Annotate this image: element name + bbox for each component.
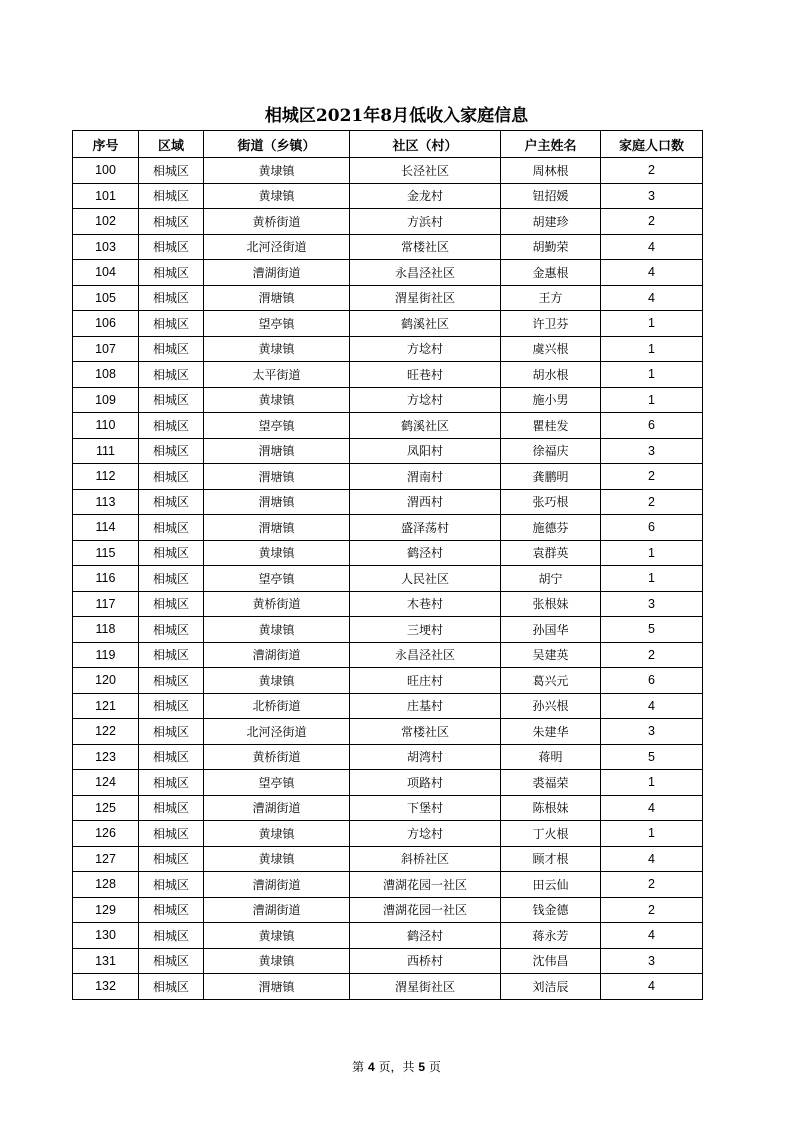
cell-serial: 131 xyxy=(73,948,139,974)
cell-serial: 123 xyxy=(73,744,139,770)
cell-district: 相城区 xyxy=(139,336,204,362)
cell-family-size: 2 xyxy=(601,897,703,923)
footer-prefix: 第 xyxy=(352,1060,368,1074)
cell-street: 黄埭镇 xyxy=(204,821,350,847)
cell-district: 相城区 xyxy=(139,285,204,311)
cell-district: 相城区 xyxy=(139,897,204,923)
cell-district: 相城区 xyxy=(139,413,204,439)
table-row xyxy=(73,617,703,643)
cell-district: 相城区 xyxy=(139,158,204,184)
cell-householder: 胡建珍 xyxy=(501,209,601,235)
cell-community: 长泾社区 xyxy=(350,158,501,184)
cell-family-size: 4 xyxy=(601,234,703,260)
cell-community: 渭南村 xyxy=(350,464,501,490)
cell-householder: 瞿桂发 xyxy=(501,413,601,439)
cell-householder: 金惠根 xyxy=(501,260,601,286)
cell-community: 方埝村 xyxy=(350,336,501,362)
table-body xyxy=(73,158,703,1000)
cell-district: 相城区 xyxy=(139,617,204,643)
cell-street: 渭塘镇 xyxy=(204,464,350,490)
cell-community: 鹤溪社区 xyxy=(350,413,501,439)
cell-street: 黄桥街道 xyxy=(204,209,350,235)
cell-serial: 120 xyxy=(73,668,139,694)
cell-district: 相城区 xyxy=(139,770,204,796)
cell-community: 漕湖花园一社区 xyxy=(350,872,501,898)
cell-serial: 106 xyxy=(73,311,139,337)
cell-district: 相城区 xyxy=(139,183,204,209)
cell-serial: 132 xyxy=(73,974,139,1000)
cell-community: 西桥村 xyxy=(350,948,501,974)
cell-community: 金龙村 xyxy=(350,183,501,209)
cell-community: 木巷村 xyxy=(350,591,501,617)
page-footer xyxy=(0,1058,793,1075)
cell-community: 渭星街社区 xyxy=(350,974,501,1000)
cell-district: 相城区 xyxy=(139,209,204,235)
cell-community: 渭西村 xyxy=(350,489,501,515)
cell-community: 鹤溪社区 xyxy=(350,311,501,337)
table-row xyxy=(73,795,703,821)
cell-householder: 蒋永芳 xyxy=(501,923,601,949)
cell-district: 相城区 xyxy=(139,795,204,821)
cell-householder: 张根妹 xyxy=(501,591,601,617)
table-row xyxy=(73,311,703,337)
cell-district: 相城区 xyxy=(139,387,204,413)
cell-street: 漕湖街道 xyxy=(204,897,350,923)
cell-street: 望亭镇 xyxy=(204,311,350,337)
cell-householder: 徐福庆 xyxy=(501,438,601,464)
cell-street: 黄埭镇 xyxy=(204,668,350,694)
cell-district: 相城区 xyxy=(139,311,204,337)
cell-community: 凤阳村 xyxy=(350,438,501,464)
cell-serial: 130 xyxy=(73,923,139,949)
cell-serial: 109 xyxy=(73,387,139,413)
cell-family-size: 4 xyxy=(601,260,703,286)
cell-householder: 钮招媛 xyxy=(501,183,601,209)
cell-street: 望亭镇 xyxy=(204,770,350,796)
cell-family-size: 3 xyxy=(601,591,703,617)
cell-street: 漕湖街道 xyxy=(204,872,350,898)
table-row xyxy=(73,872,703,898)
cell-district: 相城区 xyxy=(139,540,204,566)
header-family-size: 家庭人口数 xyxy=(601,131,703,158)
cell-serial: 118 xyxy=(73,617,139,643)
cell-street: 黄埭镇 xyxy=(204,183,350,209)
header-street: 街道（乡镇） xyxy=(204,131,350,158)
cell-district: 相城区 xyxy=(139,974,204,1000)
cell-family-size: 4 xyxy=(601,693,703,719)
cell-family-size: 3 xyxy=(601,948,703,974)
cell-family-size: 4 xyxy=(601,795,703,821)
cell-street: 漕湖街道 xyxy=(204,795,350,821)
cell-district: 相城区 xyxy=(139,642,204,668)
cell-householder: 王方 xyxy=(501,285,601,311)
cell-householder: 吴建英 xyxy=(501,642,601,668)
table-row xyxy=(73,821,703,847)
cell-street: 黄埭镇 xyxy=(204,846,350,872)
cell-community: 旺巷村 xyxy=(350,362,501,388)
cell-householder: 施小男 xyxy=(501,387,601,413)
table-row xyxy=(73,158,703,184)
cell-street: 北河泾街道 xyxy=(204,719,350,745)
table-row xyxy=(73,260,703,286)
cell-district: 相城区 xyxy=(139,719,204,745)
cell-family-size: 4 xyxy=(601,923,703,949)
table-row xyxy=(73,744,703,770)
cell-serial: 114 xyxy=(73,515,139,541)
cell-street: 漕湖街道 xyxy=(204,642,350,668)
cell-family-size: 6 xyxy=(601,413,703,439)
cell-family-size: 1 xyxy=(601,336,703,362)
cell-householder: 许卫芬 xyxy=(501,311,601,337)
cell-family-size: 1 xyxy=(601,540,703,566)
cell-householder: 施德芬 xyxy=(501,515,601,541)
table-row xyxy=(73,362,703,388)
cell-serial: 115 xyxy=(73,540,139,566)
cell-street: 黄埭镇 xyxy=(204,387,350,413)
table-row xyxy=(73,591,703,617)
cell-serial: 107 xyxy=(73,336,139,362)
cell-serial: 104 xyxy=(73,260,139,286)
cell-householder: 孙兴根 xyxy=(501,693,601,719)
cell-district: 相城区 xyxy=(139,515,204,541)
cell-serial: 100 xyxy=(73,158,139,184)
table-row xyxy=(73,668,703,694)
table-row xyxy=(73,464,703,490)
cell-district: 相城区 xyxy=(139,693,204,719)
cell-family-size: 2 xyxy=(601,489,703,515)
cell-householder: 胡水根 xyxy=(501,362,601,388)
cell-district: 相城区 xyxy=(139,489,204,515)
footer-page-number: 4 xyxy=(367,1060,375,1074)
table-row xyxy=(73,387,703,413)
table-row xyxy=(73,770,703,796)
cell-householder: 虞兴根 xyxy=(501,336,601,362)
cell-householder: 顾才根 xyxy=(501,846,601,872)
cell-street: 漕湖街道 xyxy=(204,260,350,286)
cell-family-size: 2 xyxy=(601,464,703,490)
cell-serial: 112 xyxy=(73,464,139,490)
cell-district: 相城区 xyxy=(139,362,204,388)
cell-householder: 田云仙 xyxy=(501,872,601,898)
cell-householder: 朱建华 xyxy=(501,719,601,745)
cell-serial: 128 xyxy=(73,872,139,898)
cell-street: 望亭镇 xyxy=(204,566,350,592)
table-row xyxy=(73,489,703,515)
cell-street: 黄埭镇 xyxy=(204,336,350,362)
cell-street: 渭塘镇 xyxy=(204,515,350,541)
cell-family-size: 2 xyxy=(601,158,703,184)
cell-community: 永昌泾社区 xyxy=(350,260,501,286)
cell-district: 相城区 xyxy=(139,464,204,490)
cell-family-size: 6 xyxy=(601,515,703,541)
table-row xyxy=(73,413,703,439)
cell-householder: 陈根妹 xyxy=(501,795,601,821)
cell-family-size: 2 xyxy=(601,642,703,668)
cell-family-size: 1 xyxy=(601,387,703,413)
cell-community: 项路村 xyxy=(350,770,501,796)
cell-serial: 124 xyxy=(73,770,139,796)
cell-street: 黄桥街道 xyxy=(204,591,350,617)
cell-family-size: 1 xyxy=(601,311,703,337)
cell-street: 黄埭镇 xyxy=(204,948,350,974)
cell-district: 相城区 xyxy=(139,260,204,286)
cell-householder: 袁群英 xyxy=(501,540,601,566)
cell-district: 相城区 xyxy=(139,438,204,464)
table-row xyxy=(73,566,703,592)
table-header-row xyxy=(73,131,703,158)
cell-householder: 蒋明 xyxy=(501,744,601,770)
cell-street: 太平街道 xyxy=(204,362,350,388)
cell-serial: 125 xyxy=(73,795,139,821)
cell-householder: 胡勤荣 xyxy=(501,234,601,260)
cell-serial: 121 xyxy=(73,693,139,719)
table-row xyxy=(73,183,703,209)
table-row xyxy=(73,285,703,311)
cell-serial: 122 xyxy=(73,719,139,745)
cell-family-size: 6 xyxy=(601,668,703,694)
cell-community: 漕湖花园一社区 xyxy=(350,897,501,923)
cell-serial: 126 xyxy=(73,821,139,847)
cell-family-size: 1 xyxy=(601,770,703,796)
cell-community: 人民社区 xyxy=(350,566,501,592)
footer-middle: 页，共 xyxy=(374,1060,419,1074)
cell-householder: 沈伟昌 xyxy=(501,948,601,974)
cell-street: 黄埭镇 xyxy=(204,617,350,643)
header-serial: 序号 xyxy=(73,131,139,158)
cell-community: 鹤泾村 xyxy=(350,923,501,949)
cell-householder: 龚鹏明 xyxy=(501,464,601,490)
table-row xyxy=(73,846,703,872)
cell-community: 常楼社区 xyxy=(350,719,501,745)
cell-district: 相城区 xyxy=(139,923,204,949)
cell-family-size: 3 xyxy=(601,438,703,464)
cell-householder: 裘福荣 xyxy=(501,770,601,796)
cell-community: 常楼社区 xyxy=(350,234,501,260)
cell-family-size: 4 xyxy=(601,974,703,1000)
cell-district: 相城区 xyxy=(139,566,204,592)
cell-family-size: 1 xyxy=(601,821,703,847)
cell-district: 相城区 xyxy=(139,846,204,872)
table-row xyxy=(73,897,703,923)
cell-family-size: 4 xyxy=(601,285,703,311)
cell-family-size: 5 xyxy=(601,744,703,770)
table-row xyxy=(73,642,703,668)
table-row xyxy=(73,540,703,566)
cell-community: 方埝村 xyxy=(350,387,501,413)
cell-district: 相城区 xyxy=(139,872,204,898)
cell-community: 庄基村 xyxy=(350,693,501,719)
cell-householder: 葛兴元 xyxy=(501,668,601,694)
cell-community: 下堡村 xyxy=(350,795,501,821)
cell-family-size: 2 xyxy=(601,872,703,898)
cell-serial: 116 xyxy=(73,566,139,592)
table-row xyxy=(73,209,703,235)
cell-community: 斜桥社区 xyxy=(350,846,501,872)
cell-street: 渭塘镇 xyxy=(204,974,350,1000)
cell-community: 三埂村 xyxy=(350,617,501,643)
cell-serial: 129 xyxy=(73,897,139,923)
page-title: 相城区2021年8月低收入家庭信息 xyxy=(264,106,529,126)
cell-street: 北河泾街道 xyxy=(204,234,350,260)
cell-serial: 113 xyxy=(73,489,139,515)
cell-district: 相城区 xyxy=(139,591,204,617)
table-row xyxy=(73,693,703,719)
cell-street: 黄埭镇 xyxy=(204,540,350,566)
cell-community: 方浜村 xyxy=(350,209,501,235)
cell-family-size: 1 xyxy=(601,566,703,592)
table-row xyxy=(73,336,703,362)
cell-street: 黄埭镇 xyxy=(204,158,350,184)
low-income-table xyxy=(72,130,703,1000)
cell-serial: 101 xyxy=(73,183,139,209)
cell-serial: 127 xyxy=(73,846,139,872)
cell-district: 相城区 xyxy=(139,821,204,847)
cell-street: 黄埭镇 xyxy=(204,923,350,949)
cell-family-size: 1 xyxy=(601,362,703,388)
cell-community: 胡湾村 xyxy=(350,744,501,770)
cell-serial: 102 xyxy=(73,209,139,235)
cell-street: 望亭镇 xyxy=(204,413,350,439)
cell-householder: 钱金德 xyxy=(501,897,601,923)
cell-street: 渭塘镇 xyxy=(204,285,350,311)
cell-family-size: 3 xyxy=(601,719,703,745)
cell-street: 北桥街道 xyxy=(204,693,350,719)
footer-suffix: 页 xyxy=(425,1060,441,1074)
cell-street: 渭塘镇 xyxy=(204,489,350,515)
table-row xyxy=(73,923,703,949)
cell-street: 黄桥街道 xyxy=(204,744,350,770)
cell-serial: 105 xyxy=(73,285,139,311)
table-row xyxy=(73,234,703,260)
cell-community: 永昌泾社区 xyxy=(350,642,501,668)
cell-householder: 孙国华 xyxy=(501,617,601,643)
cell-family-size: 3 xyxy=(601,183,703,209)
cell-community: 旺庄村 xyxy=(350,668,501,694)
header-householder: 户主姓名 xyxy=(501,131,601,158)
table-row xyxy=(73,515,703,541)
cell-street: 渭塘镇 xyxy=(204,438,350,464)
cell-community: 鹤泾村 xyxy=(350,540,501,566)
footer-total-pages: 5 xyxy=(418,1060,425,1074)
cell-community: 方埝村 xyxy=(350,821,501,847)
cell-family-size: 2 xyxy=(601,209,703,235)
table-row xyxy=(73,438,703,464)
cell-householder: 张巧根 xyxy=(501,489,601,515)
cell-serial: 108 xyxy=(73,362,139,388)
cell-family-size: 5 xyxy=(601,617,703,643)
cell-district: 相城区 xyxy=(139,234,204,260)
cell-family-size: 4 xyxy=(601,846,703,872)
cell-serial: 110 xyxy=(73,413,139,439)
cell-district: 相城区 xyxy=(139,948,204,974)
cell-community: 渭星街社区 xyxy=(350,285,501,311)
cell-serial: 119 xyxy=(73,642,139,668)
header-district: 区域 xyxy=(139,131,204,158)
cell-householder: 刘洁辰 xyxy=(501,974,601,1000)
cell-community: 盛泽荡村 xyxy=(350,515,501,541)
cell-serial: 111 xyxy=(73,438,139,464)
cell-district: 相城区 xyxy=(139,744,204,770)
header-community: 社区（村） xyxy=(350,131,501,158)
cell-serial: 103 xyxy=(73,234,139,260)
cell-householder: 周林根 xyxy=(501,158,601,184)
cell-householder: 丁火根 xyxy=(501,821,601,847)
cell-householder: 胡宁 xyxy=(501,566,601,592)
table-row xyxy=(73,974,703,1000)
table-row xyxy=(73,719,703,745)
cell-serial: 117 xyxy=(73,591,139,617)
cell-district: 相城区 xyxy=(139,668,204,694)
table-row xyxy=(73,948,703,974)
